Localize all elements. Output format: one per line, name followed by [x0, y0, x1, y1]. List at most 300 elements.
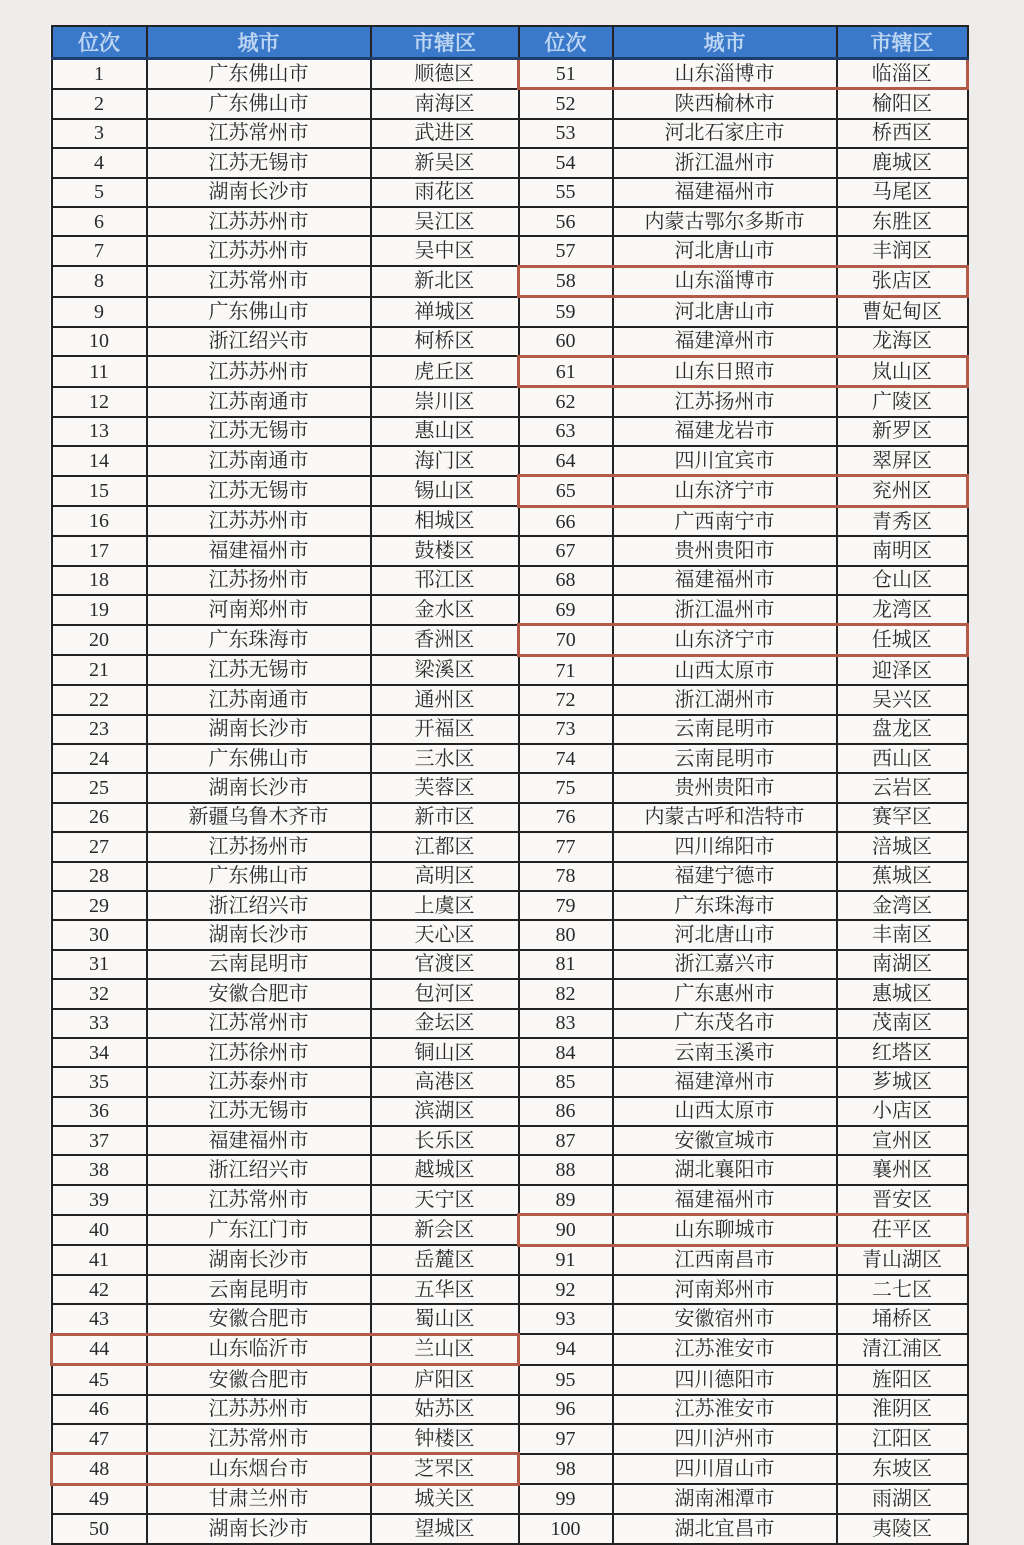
city-cell: 江苏泰州市 — [147, 1067, 371, 1096]
rank-cell: 60 — [519, 327, 613, 357]
district-cell: 南海区 — [371, 89, 519, 119]
city-cell: 湖南湘潭市 — [613, 1484, 837, 1514]
city-cell: 广东珠海市 — [147, 625, 371, 655]
rank-cell: 40 — [52, 1215, 147, 1245]
rank-cell: 53 — [519, 119, 613, 148]
district-cell: 埇桥区 — [837, 1304, 968, 1334]
rank-cell: 27 — [52, 832, 147, 861]
table-row — [52, 119, 968, 148]
table-row — [52, 1067, 968, 1096]
district-cell: 包河区 — [371, 979, 519, 1008]
rank-cell: 85 — [519, 1067, 613, 1096]
rank-cell: 13 — [52, 417, 147, 446]
table-row — [52, 1334, 968, 1364]
city-cell: 安徽合肥市 — [147, 979, 371, 1008]
rank-cell: 16 — [52, 506, 147, 536]
table-row — [52, 476, 968, 506]
district-cell: 长乐区 — [371, 1126, 519, 1155]
rank-cell: 23 — [52, 715, 147, 744]
table-row — [52, 446, 968, 476]
district-cell: 二七区 — [837, 1275, 968, 1304]
table-row — [52, 178, 968, 207]
city-cell: 江苏常州市 — [147, 119, 371, 148]
district-cell: 通州区 — [371, 685, 519, 714]
rank-cell: 61 — [519, 356, 613, 386]
rank-cell: 55 — [519, 178, 613, 207]
rank-cell: 93 — [519, 1304, 613, 1334]
city-cell: 江苏淮安市 — [613, 1334, 837, 1364]
district-cell: 新市区 — [371, 803, 519, 832]
district-cell: 顺德区 — [371, 59, 519, 89]
table-row — [52, 89, 968, 119]
city-cell: 江苏常州市 — [147, 266, 371, 296]
district-cell: 兖州区 — [837, 476, 968, 506]
district-cell: 望城区 — [371, 1514, 519, 1543]
table-row — [52, 356, 968, 386]
city-cell: 四川泸州市 — [613, 1424, 837, 1454]
city-cell: 四川德阳市 — [613, 1365, 837, 1395]
rank-cell: 9 — [52, 297, 147, 327]
district-cell: 江阳区 — [837, 1424, 968, 1454]
district-cell: 芗城区 — [837, 1067, 968, 1096]
rank-cell: 29 — [52, 891, 147, 920]
district-cell: 龙湾区 — [837, 595, 968, 625]
city-cell: 江苏无锡市 — [147, 655, 371, 685]
ranking-table — [50, 25, 969, 1545]
district-cell: 龙海区 — [837, 327, 968, 357]
district-cell: 榆阳区 — [837, 89, 968, 119]
table-row — [52, 387, 968, 417]
district-cell: 夷陵区 — [837, 1514, 968, 1543]
rank-cell: 57 — [519, 236, 613, 266]
rank-cell: 79 — [519, 891, 613, 920]
city-cell: 湖南长沙市 — [147, 178, 371, 207]
table-row — [52, 1454, 968, 1484]
rank-cell: 65 — [519, 476, 613, 506]
rank-cell: 32 — [52, 979, 147, 1008]
table-row — [52, 1424, 968, 1454]
rank-cell: 1 — [52, 59, 147, 89]
city-cell: 河北石家庄市 — [613, 119, 837, 148]
district-cell: 南明区 — [837, 536, 968, 565]
city-cell: 广东佛山市 — [147, 744, 371, 773]
rank-cell: 58 — [519, 266, 613, 296]
city-cell: 四川宜宾市 — [613, 446, 837, 476]
city-cell: 江苏无锡市 — [147, 476, 371, 506]
header-city-left: 城市 — [147, 26, 371, 59]
district-cell: 惠山区 — [371, 417, 519, 446]
rank-cell: 82 — [519, 979, 613, 1008]
district-cell: 兰山区 — [371, 1334, 519, 1364]
rank-cell: 2 — [52, 89, 147, 119]
district-cell: 惠城区 — [837, 979, 968, 1008]
district-cell: 青山湖区 — [837, 1245, 968, 1275]
city-cell: 贵州贵阳市 — [613, 536, 837, 565]
rank-cell: 25 — [52, 773, 147, 802]
rank-cell: 7 — [52, 236, 147, 266]
rank-cell: 41 — [52, 1245, 147, 1275]
city-cell: 江西南昌市 — [613, 1245, 837, 1275]
district-cell: 新吴区 — [371, 148, 519, 177]
district-cell: 钟楼区 — [371, 1424, 519, 1454]
table-row — [52, 1215, 968, 1245]
district-cell: 茌平区 — [837, 1215, 968, 1245]
city-cell: 江苏淮安市 — [613, 1395, 837, 1424]
rank-cell: 3 — [52, 119, 147, 148]
table-row — [52, 685, 968, 714]
district-cell: 新罗区 — [837, 417, 968, 446]
city-cell: 湖北襄阳市 — [613, 1155, 837, 1184]
city-cell: 江苏苏州市 — [147, 1395, 371, 1424]
city-cell: 湖南长沙市 — [147, 773, 371, 802]
district-cell: 曹妃甸区 — [837, 297, 968, 327]
rank-cell: 95 — [519, 1365, 613, 1395]
table-row — [52, 920, 968, 949]
district-cell: 茂南区 — [837, 1009, 968, 1038]
table-row — [52, 266, 968, 296]
city-cell: 江苏常州市 — [147, 1185, 371, 1215]
rank-cell: 67 — [519, 536, 613, 565]
city-cell: 浙江嘉兴市 — [613, 950, 837, 979]
district-cell: 岳麓区 — [371, 1245, 519, 1275]
district-cell: 仓山区 — [837, 566, 968, 595]
table-row — [52, 1155, 968, 1184]
rank-cell: 98 — [519, 1454, 613, 1484]
rank-cell: 21 — [52, 655, 147, 685]
district-cell: 城关区 — [371, 1484, 519, 1514]
city-cell: 内蒙古鄂尔多斯市 — [613, 207, 837, 236]
district-cell: 桥西区 — [837, 119, 968, 148]
header-row — [52, 26, 968, 59]
city-cell: 江苏扬州市 — [147, 566, 371, 595]
rank-cell: 4 — [52, 148, 147, 177]
rank-cell: 19 — [52, 595, 147, 625]
district-cell: 江都区 — [371, 832, 519, 861]
city-cell: 山东日照市 — [613, 356, 837, 386]
header-city-right: 城市 — [613, 26, 837, 59]
district-cell: 武进区 — [371, 119, 519, 148]
district-cell: 清江浦区 — [837, 1334, 968, 1364]
district-cell: 金湾区 — [837, 891, 968, 920]
district-cell: 丰南区 — [837, 920, 968, 949]
table-row — [52, 1126, 968, 1155]
table-row — [52, 1304, 968, 1334]
city-cell: 福建福州市 — [147, 536, 371, 565]
rank-cell: 18 — [52, 566, 147, 595]
district-cell: 金水区 — [371, 595, 519, 625]
rank-cell: 51 — [519, 59, 613, 89]
rank-cell: 62 — [519, 387, 613, 417]
rank-cell: 12 — [52, 387, 147, 417]
table-body — [52, 59, 968, 1544]
city-cell: 陕西榆林市 — [613, 89, 837, 119]
city-cell: 广东茂名市 — [613, 1009, 837, 1038]
city-cell: 湖北宜昌市 — [613, 1514, 837, 1543]
city-cell: 四川绵阳市 — [613, 832, 837, 861]
table-row — [52, 536, 968, 565]
rank-cell: 49 — [52, 1484, 147, 1514]
rank-cell: 70 — [519, 625, 613, 655]
city-cell: 内蒙古呼和浩特市 — [613, 803, 837, 832]
city-cell: 广东佛山市 — [147, 89, 371, 119]
rank-cell: 36 — [52, 1097, 147, 1126]
rank-cell: 69 — [519, 595, 613, 625]
table-row — [52, 506, 968, 536]
district-cell: 虎丘区 — [371, 356, 519, 386]
rank-cell: 34 — [52, 1038, 147, 1067]
city-cell: 江苏南通市 — [147, 685, 371, 714]
header-district-right: 市辖区 — [837, 26, 968, 59]
city-cell: 江苏苏州市 — [147, 506, 371, 536]
rank-cell: 72 — [519, 685, 613, 714]
city-cell: 河北唐山市 — [613, 236, 837, 266]
table-row — [52, 1484, 968, 1514]
city-cell: 安徽合肥市 — [147, 1304, 371, 1334]
table-row — [52, 148, 968, 177]
rank-cell: 42 — [52, 1275, 147, 1304]
table-row — [52, 1185, 968, 1215]
city-cell: 安徽合肥市 — [147, 1365, 371, 1395]
district-cell: 芝罘区 — [371, 1454, 519, 1484]
city-cell: 广东江门市 — [147, 1215, 371, 1245]
district-cell: 旌阳区 — [837, 1365, 968, 1395]
district-cell: 云岩区 — [837, 773, 968, 802]
city-cell: 江苏苏州市 — [147, 207, 371, 236]
city-cell: 浙江温州市 — [613, 595, 837, 625]
table-row — [52, 862, 968, 891]
district-cell: 晋安区 — [837, 1185, 968, 1215]
district-cell: 淮阴区 — [837, 1395, 968, 1424]
rank-cell: 38 — [52, 1155, 147, 1184]
district-cell: 海门区 — [371, 446, 519, 476]
table-row — [52, 207, 968, 236]
city-cell: 江苏南通市 — [147, 387, 371, 417]
district-cell: 临淄区 — [837, 59, 968, 89]
rank-cell: 71 — [519, 655, 613, 685]
rank-cell: 94 — [519, 1334, 613, 1364]
district-cell: 岚山区 — [837, 356, 968, 386]
header-rank-left: 位次 — [52, 26, 147, 59]
rank-cell: 6 — [52, 207, 147, 236]
district-cell: 迎泽区 — [837, 655, 968, 685]
city-cell: 江苏扬州市 — [147, 832, 371, 861]
district-cell: 丰润区 — [837, 236, 968, 266]
city-cell: 甘肃兰州市 — [147, 1484, 371, 1514]
district-cell: 吴中区 — [371, 236, 519, 266]
city-cell: 云南昆明市 — [147, 950, 371, 979]
district-cell: 新会区 — [371, 1215, 519, 1245]
table-row — [52, 297, 968, 327]
city-cell: 广东佛山市 — [147, 297, 371, 327]
city-cell: 浙江湖州市 — [613, 685, 837, 714]
district-cell: 翠屏区 — [837, 446, 968, 476]
district-cell: 南湖区 — [837, 950, 968, 979]
city-cell: 湖南长沙市 — [147, 920, 371, 949]
rank-cell: 35 — [52, 1067, 147, 1096]
city-cell: 云南昆明市 — [147, 1275, 371, 1304]
rank-cell: 97 — [519, 1424, 613, 1454]
table-row — [52, 655, 968, 685]
district-cell: 东坡区 — [837, 1454, 968, 1484]
district-cell: 天心区 — [371, 920, 519, 949]
district-cell: 雨花区 — [371, 178, 519, 207]
rank-cell: 89 — [519, 1185, 613, 1215]
rank-cell: 74 — [519, 744, 613, 773]
district-cell: 青秀区 — [837, 506, 968, 536]
district-cell: 锡山区 — [371, 476, 519, 506]
table-row — [52, 744, 968, 773]
district-cell: 邗江区 — [371, 566, 519, 595]
rank-cell: 68 — [519, 566, 613, 595]
rank-cell: 99 — [519, 1484, 613, 1514]
district-cell: 官渡区 — [371, 950, 519, 979]
table-row — [52, 59, 968, 89]
rank-cell: 26 — [52, 803, 147, 832]
city-cell: 福建宁德市 — [613, 862, 837, 891]
city-cell: 福建福州市 — [147, 1126, 371, 1155]
table-row — [52, 1038, 968, 1067]
table-row — [52, 1275, 968, 1304]
city-cell: 江苏南通市 — [147, 446, 371, 476]
city-cell: 山西太原市 — [613, 655, 837, 685]
rank-cell: 39 — [52, 1185, 147, 1215]
city-cell: 云南昆明市 — [613, 744, 837, 773]
district-cell: 姑苏区 — [371, 1395, 519, 1424]
city-cell: 江苏无锡市 — [147, 417, 371, 446]
city-cell: 山东淄博市 — [613, 59, 837, 89]
rank-cell: 11 — [52, 356, 147, 386]
city-cell: 新疆乌鲁木齐市 — [147, 803, 371, 832]
table-row — [52, 950, 968, 979]
city-cell: 湖南长沙市 — [147, 715, 371, 744]
district-cell: 禅城区 — [371, 297, 519, 327]
district-cell: 吴兴区 — [837, 685, 968, 714]
city-cell: 湖南长沙市 — [147, 1514, 371, 1543]
city-cell: 山东淄博市 — [613, 266, 837, 296]
rank-cell: 30 — [52, 920, 147, 949]
city-cell: 山西太原市 — [613, 1097, 837, 1126]
rank-cell: 63 — [519, 417, 613, 446]
table-row — [52, 1514, 968, 1543]
district-cell: 鹿城区 — [837, 148, 968, 177]
district-cell: 广陵区 — [837, 387, 968, 417]
rank-cell: 88 — [519, 1155, 613, 1184]
table-row — [52, 566, 968, 595]
table-row — [52, 803, 968, 832]
district-cell: 吴江区 — [371, 207, 519, 236]
district-cell: 小店区 — [837, 1097, 968, 1126]
district-cell: 张店区 — [837, 266, 968, 296]
city-cell: 山东聊城市 — [613, 1215, 837, 1245]
rank-cell: 76 — [519, 803, 613, 832]
city-cell: 江苏无锡市 — [147, 148, 371, 177]
rank-cell: 83 — [519, 1009, 613, 1038]
district-cell: 梁溪区 — [371, 655, 519, 685]
city-cell: 山东济宁市 — [613, 625, 837, 655]
table-row — [52, 1009, 968, 1038]
city-cell: 江苏苏州市 — [147, 236, 371, 266]
city-cell: 河南郑州市 — [147, 595, 371, 625]
rank-cell: 48 — [52, 1454, 147, 1484]
rank-cell: 92 — [519, 1275, 613, 1304]
rank-cell: 77 — [519, 832, 613, 861]
rank-cell: 17 — [52, 536, 147, 565]
rank-cell: 52 — [519, 89, 613, 119]
city-cell: 贵州贵阳市 — [613, 773, 837, 802]
city-cell: 山东烟台市 — [147, 1454, 371, 1484]
city-cell: 广东佛山市 — [147, 59, 371, 89]
rank-cell: 54 — [519, 148, 613, 177]
district-cell: 铜山区 — [371, 1038, 519, 1067]
city-cell: 广西南宁市 — [613, 506, 837, 536]
rank-cell: 100 — [519, 1514, 613, 1543]
table-row — [52, 1097, 968, 1126]
header-district-left: 市辖区 — [371, 26, 519, 59]
rank-cell: 75 — [519, 773, 613, 802]
city-cell: 山东济宁市 — [613, 476, 837, 506]
city-cell: 福建漳州市 — [613, 327, 837, 357]
district-cell: 新北区 — [371, 266, 519, 296]
district-cell: 雨湖区 — [837, 1484, 968, 1514]
rank-cell: 5 — [52, 178, 147, 207]
city-cell: 福建福州市 — [613, 1185, 837, 1215]
city-cell: 云南玉溪市 — [613, 1038, 837, 1067]
district-cell: 越城区 — [371, 1155, 519, 1184]
district-cell: 金坛区 — [371, 1009, 519, 1038]
rank-cell: 43 — [52, 1304, 147, 1334]
rank-cell: 50 — [52, 1514, 147, 1543]
table-row — [52, 625, 968, 655]
rank-cell: 15 — [52, 476, 147, 506]
rank-cell: 31 — [52, 950, 147, 979]
table-row — [52, 891, 968, 920]
rank-cell: 66 — [519, 506, 613, 536]
city-cell: 福建福州市 — [613, 566, 837, 595]
rank-cell: 80 — [519, 920, 613, 949]
district-cell: 任城区 — [837, 625, 968, 655]
district-cell: 宣州区 — [837, 1126, 968, 1155]
city-cell: 河北唐山市 — [613, 920, 837, 949]
table-row — [52, 1365, 968, 1395]
rank-cell: 96 — [519, 1395, 613, 1424]
table-row — [52, 979, 968, 1008]
header-rank-right: 位次 — [519, 26, 613, 59]
district-cell: 上虞区 — [371, 891, 519, 920]
rank-cell: 73 — [519, 715, 613, 744]
city-cell: 四川眉山市 — [613, 1454, 837, 1484]
city-cell: 安徽宣城市 — [613, 1126, 837, 1155]
district-cell: 东胜区 — [837, 207, 968, 236]
rank-cell: 47 — [52, 1424, 147, 1454]
city-cell: 江苏扬州市 — [613, 387, 837, 417]
city-cell: 云南昆明市 — [613, 715, 837, 744]
rank-cell: 91 — [519, 1245, 613, 1275]
district-cell: 滨湖区 — [371, 1097, 519, 1126]
table-row — [52, 1245, 968, 1275]
city-cell: 浙江温州市 — [613, 148, 837, 177]
district-cell: 香洲区 — [371, 625, 519, 655]
city-cell: 江苏常州市 — [147, 1009, 371, 1038]
rank-cell: 78 — [519, 862, 613, 891]
rank-cell: 86 — [519, 1097, 613, 1126]
city-cell: 安徽宿州市 — [613, 1304, 837, 1334]
district-cell: 蕉城区 — [837, 862, 968, 891]
table-row — [52, 773, 968, 802]
city-cell: 浙江绍兴市 — [147, 1155, 371, 1184]
city-cell: 福建龙岩市 — [613, 417, 837, 446]
district-cell: 高港区 — [371, 1067, 519, 1096]
city-cell: 浙江绍兴市 — [147, 327, 371, 357]
